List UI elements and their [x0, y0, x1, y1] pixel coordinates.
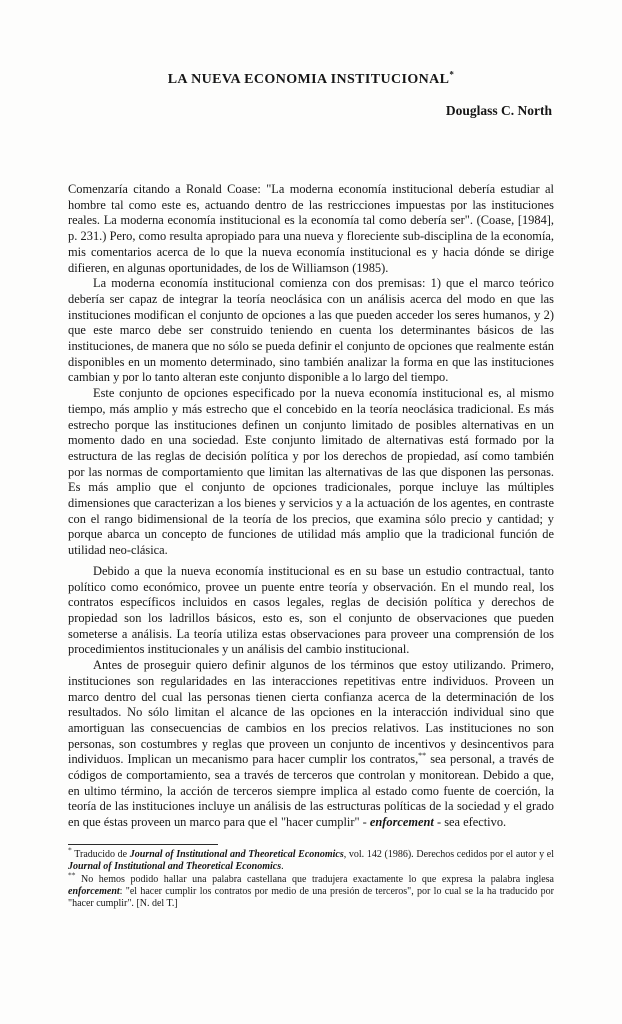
- text-run: - sea efectivo.: [433, 815, 507, 830]
- footnotes-section: [68, 845, 554, 911]
- document-body: [68, 182, 554, 831]
- emphasized-text: enforcement: [369, 815, 434, 830]
- paragraph: [68, 182, 554, 276]
- emphasized-text: Journal of Institutional and Theoretical Economics: [129, 848, 344, 860]
- footnote-item: [68, 845, 554, 874]
- text-run: Antes de proseguir quiero definir algunos de los términos que estoy utilizando. Primero, instituciones son regularidades en las interacciones repetitivas entre individuos. Proveen un marco dentro del cual las personas tienen cierta confianza acerca de la determinación de los resultados. No sólo limitan el alcance de las opciones en la interacción individual sino que amortiguan las consecuencias de cambios en los precios relativos. Las instituciones no son personas, son costumbres y reglas que proveen un conjunto de incentivos y desincentivos para individuos. Implican un mecanismo para hacer cumplir los contratos,: [68, 658, 554, 767]
- text-run: , vol. 142 (1986). Derechos cedidos por el autor y el: [343, 848, 554, 860]
- text-run: No hemos podido hallar una palabra castellana que tradujera exactamente lo que expresa la palabra inglesa: [75, 873, 554, 885]
- paragraph: [68, 276, 554, 386]
- text-run: Debido a que la nueva economía institucional es en su base un estudio contractual, tanto político como económico, provee un puente entre teoría y observación. En el mundo real, los contratos específicos incluidos en casos legales, reglas de decisión política y derechos de propiedad son los ladrillos básicos, esto es, son el conjunto de observaciones que pueden someterse a análisis. La teoría utiliza estas observaciones para proveer una comprensión de los procedimientos institucionales y un análisis del cambio institucional.: [68, 563, 554, 657]
- emphasized-text: enforcement: [68, 886, 120, 898]
- footnote-item: [68, 870, 554, 911]
- text-run: : "el hacer cumplir los contratos por medio de una presión de terceros", por lo cual se la ha traducido por "hacer cumplir". [N. del T.]: [68, 886, 554, 910]
- paragraph: [68, 564, 554, 658]
- text-run: Este conjunto de opciones especificado por la nueva economía institucional es, al mismo tiempo, más amplio y más estrecho que el concebido en la teoría neoclásica tradicional. Es más estrecho porque las instituciones definen un conjunto limitado de posibles alternativas en un momento dado en una sociedad. Este conjunto limitado de alternativas está formado por la estructura de las reglas de decisión política y por los derechos de propiedad, así como también por las normas de comportamiento que limitan las alternativas de las que disponen las personas. Es más amplio que el conjunto de opciones tradicionales, porque incluye las múltiples dimensiones que caracterizan a los bienes y servicios y a la actuación de los agentes, en contraste con el rango bidimensional de la teoría de los precios, que examina sólo precio y cantidad; y porque abarca un concepto de funciones de utilidad más amplio que la tradicional función de utilidad neo-clásica.: [68, 386, 554, 558]
- text-run: Traducido de: [71, 848, 130, 860]
- page-title-text: LA NUEVA ECONOMIA INSTITUCIONAL: [167, 72, 450, 87]
- title-footnote-marker: *: [449, 69, 455, 80]
- footnote-marker: *: [68, 845, 72, 855]
- paragraph: [68, 386, 554, 559]
- paragraph: [68, 658, 554, 831]
- page-title: [0, 0, 622, 88]
- text-run: La moderna economía institucional comienza con dos premisas: 1) que el marco teórico debería ser capaz de integrar la teoría neoclásica con un análisis acerca del modo en que las instituciones modifican el conjunto de opciones a las que pueden acceder los seres humanos, y 2) que este marco debe ser construido teniendo en cuenta los determinantes básicos de las instituciones, de manera que no sólo se pueda definir el conjunto de opciones que realmente están disponibles en un momento determinado, sino también analizar la forma en que las instituciones cambian y por lo tanto alteran este conjunto disponible a lo largo del tiempo.: [68, 276, 554, 385]
- text-run: sea personal, a través de códigos de comportamiento, sea a través de terceros que controlan y monitorean. Debido a que, en ultimo término, la acción de terceros siempre implica al estado como fuente de coerción, la teoría de las instituciones incluye un análisis de las estructuras políticas de la sociedad y el grado en que éstas proveen un marco para que el "hacer cumplir" -: [68, 752, 554, 830]
- text-run: .: [281, 861, 284, 873]
- emphasized-text: Journal of Institutional and Theoretical Economics: [68, 861, 282, 873]
- footnote-marker: **: [68, 870, 76, 880]
- text-run: Comenzaría citando a Ronald Coase: "La moderna economía institucional debería estudiar al hombre tal como este es, actuando dentro de las restricciones impuestas por las instituciones reales. La moderna economía institucional es la economía tal como debería ser". (Coase, [1984], p. 231.) Pero, como resulta apropiado para una nueva y floreciente sub-disciplina de la economía, mis comentarios acerca de lo que la nueva economía institucional es y hacia dónde se dirige difieren, en algunas oportunidades, de los de Williamson (1985).: [68, 182, 554, 275]
- author-name: Douglass C. North: [445, 103, 552, 118]
- footnote-marker: **: [418, 751, 427, 761]
- footnote-separator: [68, 844, 218, 845]
